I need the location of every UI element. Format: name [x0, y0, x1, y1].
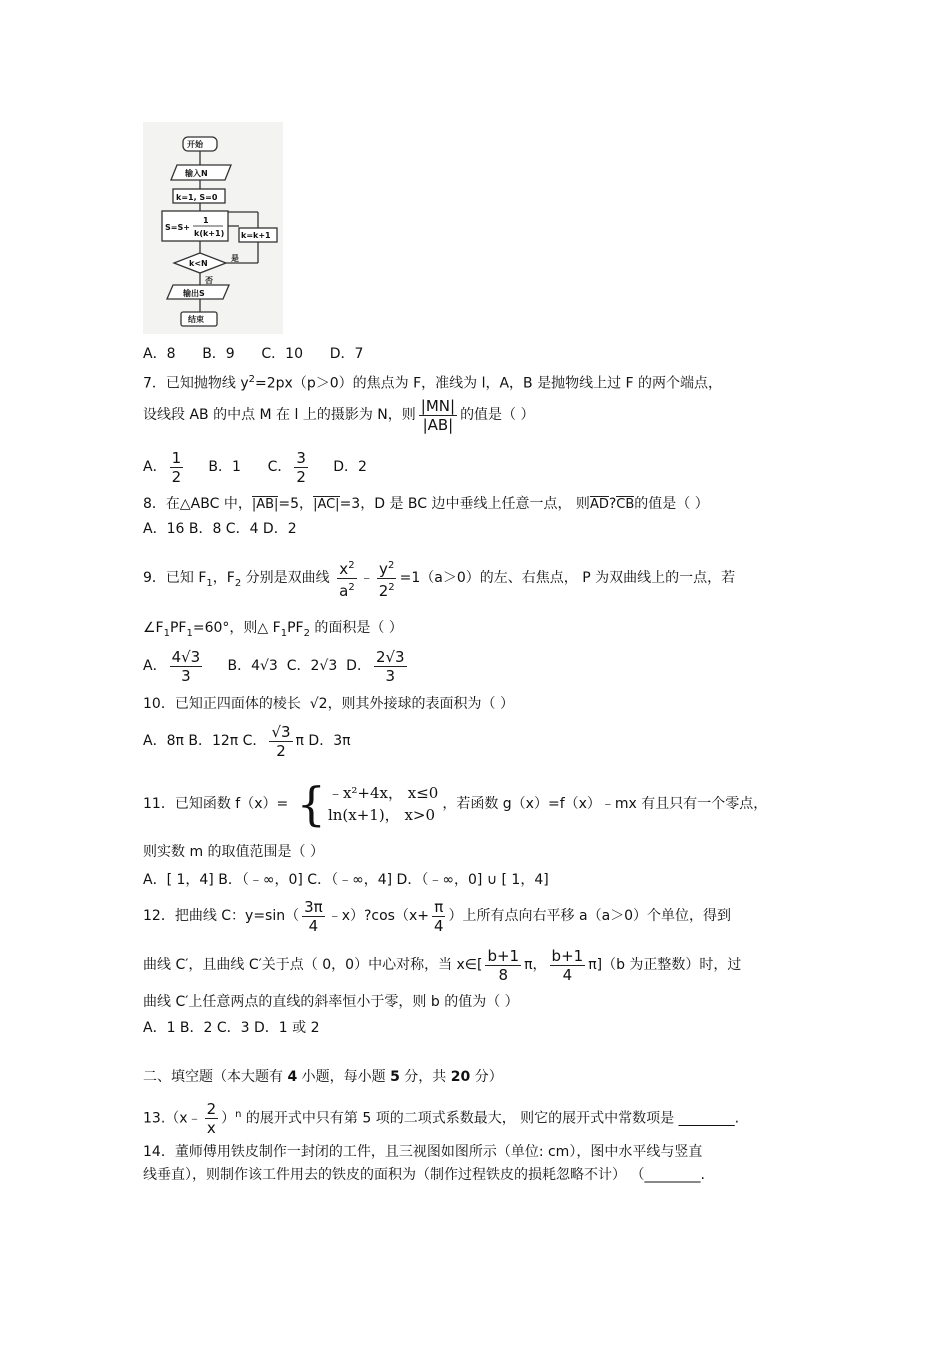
q13-f-den: x	[206, 1119, 216, 1138]
q9-opt-a-frac	[170, 648, 203, 685]
q7-text-b: =2px（p＞0）的焦点为 F，准线为 l，A，B 是抛物线上过 F 的两个端点，	[255, 375, 723, 392]
q9-x-den-sup: 2	[348, 581, 355, 593]
q9-d-den: 3	[385, 666, 396, 685]
q12-text-e: π，	[524, 957, 547, 973]
q12-f3-den: 8	[498, 965, 509, 984]
q12-f3-num: b+1	[487, 946, 520, 965]
q8-vec-ad: AD	[589, 497, 609, 512]
q9-text-b: ，F	[212, 570, 235, 586]
q12-text-f: π]（b 为正整数）时，过	[588, 957, 742, 973]
q8-text-b: =5，	[278, 496, 314, 512]
q7-options	[143, 447, 367, 487]
q10-opt-tail: π D．3π	[295, 733, 351, 749]
q13-text-b: ）	[221, 1110, 236, 1127]
q9-a-den: 3	[181, 666, 191, 685]
q7-frac-den: |AB|	[422, 415, 454, 434]
flow-update-lhs: S=S+	[165, 223, 190, 232]
q8-text-a: 8．在△ABC 中，	[143, 496, 252, 512]
q7-a-num: 1	[171, 448, 182, 467]
q10-c-den: 2	[276, 741, 286, 760]
section2-text-a: 二、填空题（本大题有	[143, 1069, 288, 1085]
q11-piecewise: { ﹣x²+4x， x≤0 ln(x+1)， x>0	[296, 777, 439, 831]
q9-d-num: 2√3	[375, 647, 405, 666]
q12-frac3	[485, 947, 521, 984]
q12-line1	[143, 894, 731, 938]
q9-l2-d: PF	[287, 620, 304, 636]
q12-text-c: ）上所有点向右平移 a（a＞0）个单位，得到	[448, 908, 732, 924]
q6-opt-a: A．8	[143, 346, 176, 362]
flow-output-text: 输出S	[183, 289, 205, 298]
q9-l2-s2: 1	[186, 627, 193, 639]
q9-l2-b: PF	[169, 620, 187, 636]
section2-heading	[143, 1067, 503, 1087]
q8-vec-ac: |AC|	[313, 497, 340, 512]
flow-increment-text: k=k+1	[241, 231, 271, 240]
q12-f4-num: b+1	[551, 946, 584, 965]
q9-l2-s1: 1	[163, 627, 170, 639]
q12-frac1	[302, 898, 325, 935]
q11-line2: 则实数 m 的取值范围是（ ）	[143, 844, 324, 860]
q7-a-den: 2	[171, 467, 182, 486]
q9-l2-e: 的面积是（ ）	[309, 620, 403, 636]
q9-y-den-sup: 2	[388, 581, 395, 593]
q11-line1	[143, 776, 767, 832]
q11-text-a: 11．已知函数 f（x）=	[143, 796, 289, 812]
q9-opt-b: B．4√3	[227, 658, 278, 674]
q7-sup: 2	[248, 374, 256, 385]
q9-l2-s3: 1	[280, 627, 288, 639]
q12-options: A．1 B．2 C．3 D．1 或 2	[143, 1020, 320, 1036]
q9-l2-c: =60°，则△ F	[192, 620, 281, 636]
q9-text-c: 分别是双曲线	[241, 570, 330, 586]
q7-opt-b: B．1	[208, 459, 241, 475]
q9-x-den: a	[339, 581, 349, 600]
q10-root: √2	[309, 696, 328, 712]
q11-text-b: ，若函数 g（x）=f（x）﹣mx 有且只有一个零点，	[442, 796, 768, 812]
q10-text-b: ，则其外接球的表面积为（ ）	[327, 696, 515, 712]
q12-frac4	[550, 947, 586, 984]
q10-c-num: √3	[271, 722, 291, 741]
q7-text-d: 的值是（ ）	[460, 407, 535, 423]
flow-end-text: 结束	[188, 315, 204, 324]
q10-opt-ab: A．8π B．12π C．	[143, 733, 267, 749]
q7-opt-a: A．	[143, 459, 167, 475]
q6-opt-c: C．10	[261, 346, 303, 362]
q7-fraction	[419, 397, 457, 434]
q12-line3: 曲线 C′上任意两点的直线的斜率恒小于零，则 b 的值为（ ）	[143, 994, 519, 1010]
q13-f-num: 2	[206, 1100, 217, 1119]
q7-opt-a-frac	[170, 449, 184, 486]
q12-line2	[143, 943, 741, 987]
q12-f4-den: 4	[562, 965, 573, 984]
q9-sub1: 1	[206, 577, 213, 589]
q6-options	[143, 344, 363, 364]
q6-opt-b: B．9	[202, 346, 235, 362]
q9-opt-d-frac	[374, 648, 407, 685]
q12-text-a: 12．把曲线 C：y=sin（	[143, 908, 300, 924]
section2-text-b: 小题，每小题	[297, 1069, 391, 1085]
q10-line1	[143, 694, 514, 714]
q10-opt-c-frac	[269, 723, 292, 760]
q9-minus: ﹣	[359, 570, 374, 586]
section2-n3: 20	[450, 1069, 471, 1085]
flow-input-text: 输入N	[185, 169, 208, 178]
q13-text-c: 的展开式中只有第 5 项的二项式系数最大， 则它的展开式中常数项是 ________.	[241, 1110, 740, 1127]
q9-l2-a: ∠F	[143, 620, 164, 636]
q7-c-num: 3	[296, 448, 306, 467]
q6-opt-d: D．7	[329, 346, 364, 362]
flow-update-num: 1	[203, 216, 209, 225]
flow-yes-label: 是	[231, 254, 239, 263]
section2-n1: 4	[287, 1069, 298, 1085]
q7-frac-num: |MN|	[420, 396, 456, 415]
q13-line	[143, 1094, 739, 1140]
q12-f2-num: π	[434, 897, 444, 916]
q8-vec-ab: |AB|	[251, 497, 279, 512]
section2-n2: 5	[390, 1069, 400, 1085]
flow-no-label: 否	[205, 276, 213, 285]
q13-frac	[205, 1100, 219, 1137]
q12-text-b: ﹣x）?cos（x+	[327, 908, 429, 924]
flow-cond-text: k<N	[189, 259, 208, 268]
q7-opt-d: D．2	[333, 459, 367, 475]
q7-c-den: 2	[296, 467, 306, 486]
q9-frac-y	[377, 557, 397, 600]
flowchart-figure	[143, 122, 283, 334]
q12-frac2	[432, 898, 446, 935]
q7-line1	[143, 370, 722, 394]
q7-line2	[143, 396, 535, 434]
q7-text-c: 设线段 AB 的中点 M 在 l 上的摄影为 N，则	[143, 407, 416, 423]
q10-text-a: 10．已知正四面体的棱长	[143, 696, 301, 712]
q9-line2	[143, 618, 403, 644]
q7-text-a: 7．已知抛物线 y	[143, 375, 249, 392]
q9-l2-s4: 2	[303, 627, 310, 639]
q7-opt-c: C．	[267, 459, 292, 475]
q14-line2: 线垂直），则制作该工件用去的铁皮的面积为（制作过程铁皮的损耗忽略不计） （________.	[143, 1167, 705, 1183]
q8-dot: ?	[608, 496, 617, 512]
q10-options	[143, 719, 351, 763]
q9-opt-c: C．2√3	[286, 658, 338, 674]
q13-sup: n	[235, 1109, 242, 1120]
q11-options: A．[ 1，4] B．（﹣∞，0] C．（﹣∞，4] D．（﹣∞，0] ∪ [ 1，4]	[143, 872, 549, 888]
q9-opt-d: D．	[346, 658, 371, 674]
q8-text-c: =3，D 是 BC 边中垂线上任意一点， 则	[339, 496, 590, 512]
q12-f2-den: 4	[434, 916, 444, 935]
q12-text-d: 曲线 C′，且曲线 C′关于点（ 0，0）中心对称，当 x∈[	[143, 957, 483, 973]
q8-options: A．16 B．8 C．4 D．2	[143, 521, 297, 537]
q9-opt-a: A．	[143, 658, 167, 674]
q14-line1: 14．董师傅用铁皮制作一封闭的工件，且三视图如图所示（单位: cm），图中水平线与竖直	[143, 1144, 703, 1160]
flowchart-svg	[143, 122, 283, 334]
q12-f1-num: 3π	[304, 897, 323, 916]
flow-start-text: 开始	[187, 140, 203, 149]
q8-line1	[143, 494, 709, 515]
q12-f1-den: 4	[308, 916, 319, 935]
q9-y-sup: 2	[387, 559, 395, 571]
q8-text-d: 的值是（ ）	[634, 496, 709, 512]
q11-case2: ln(x+1)， x>0	[327, 806, 436, 824]
q9-sub2: 2	[234, 577, 242, 589]
q9-y-den: 2	[378, 581, 389, 600]
q13-text-a: 13.（x﹣	[143, 1110, 202, 1127]
q7-opt-c-frac	[294, 449, 308, 486]
section2-text-d: 分）	[470, 1069, 503, 1085]
q9-x-sup: 2	[348, 559, 355, 571]
q9-a-num: 4√3	[171, 647, 201, 666]
q9-text-a: 9．已知 F	[143, 570, 207, 586]
q11-case1: ﹣x²+4x， x≤0	[327, 784, 439, 802]
q9-frac-x	[337, 557, 357, 600]
section2-text-c: 分，共	[399, 1069, 451, 1085]
q8-vec-cb: CB	[616, 497, 635, 512]
q9-text-d: =1（a＞0）的左、右焦点， P 为双曲线上的一点，若	[399, 570, 736, 586]
q9-x-num: x	[339, 559, 349, 578]
q9-options	[143, 645, 410, 687]
flow-init-text: k=1, S=0	[176, 193, 218, 202]
flow-update-den: k(k+1)	[194, 229, 225, 238]
q9-line1	[143, 553, 735, 609]
q9-y-num: y	[379, 559, 388, 578]
